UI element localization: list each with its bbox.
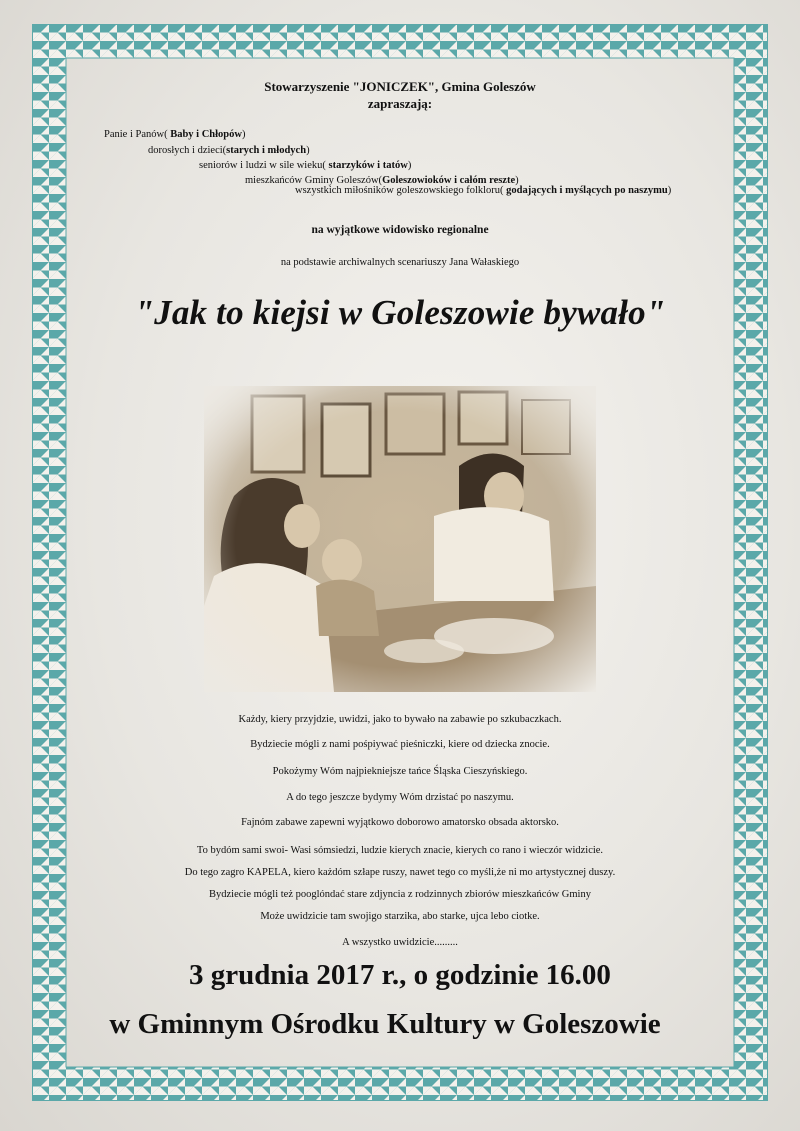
- body-line: A wszystko uwidzicie.........: [342, 937, 458, 948]
- archival-photo: [204, 386, 596, 692]
- audience-line: Panie i Panów( Baby i Chłopów): [104, 129, 246, 140]
- body-line: Może uwidzicie tam swojigo starzika, abo starke, ujca lebo ciotke.: [260, 911, 540, 922]
- organizer-line: Stowarzyszenie "JONICZEK", Gmina Goleszów: [264, 79, 536, 94]
- body-line: Fajnóm zabawe zapewni wyjątkowo doborowo amatorsko obsada aktorsko.: [241, 817, 559, 828]
- body-line: Do tego zagro KAPELA, kiero każdóm szłape ruszy, nawet tego co myśli,że ni mo artystycznej duszy.: [184, 867, 616, 878]
- audience-line: dorosłych i dzieci(starych i młodych): [148, 145, 310, 156]
- body-line: To bydóm sami swoi- Wasi sómsiedzi, ludzie kierych znacie, kierych co rano i wieczór widzicie.: [196, 845, 604, 856]
- body-line: A do tego jeszcze bydymy Wóm drzistać po naszymu.: [286, 792, 514, 803]
- based-on-line: na podstawie archiwalnych scenariuszy Jana Wałaskiego: [280, 257, 520, 268]
- invite-line: zapraszają:: [367, 96, 433, 111]
- body-line: Pokożymy Wóm najpiekniejsze tańce Śląska Cieszyńskiego.: [272, 766, 528, 777]
- event-date: 3 grudnia 2017 r., o godzinie 16.00: [189, 959, 611, 991]
- event-type: na wyjątkowe widowisko regionalne: [311, 224, 489, 236]
- audience-line: mieszkańców Gminy Goleszów(Goleszowioków i całóm reszte): [245, 175, 519, 186]
- body-line: Bydziecie mógli z nami pośpiywać pieśniczki, kiere od dziecka znocie.: [250, 739, 550, 750]
- event-venue: w Gminnym Ośrodku Kultury w Goleszowie: [109, 1008, 661, 1040]
- body-line: Bydziecie mógli też pooglóndać stare zdjyncia z rodzinnych zbiorów mieszkańców Gminy: [209, 889, 591, 900]
- body-line: Każdy, kiery przyjdzie, uwidzi, jako to bywało na zabawie po szkubaczkach.: [238, 714, 562, 725]
- event-title: "Jak to kiejsi w Goleszowie bywało": [134, 293, 666, 332]
- audience-line: seniorów i ludzi w sile wieku( starzyków i tatów): [199, 160, 412, 171]
- audience-line: wszystkich miłośników goleszowskiego folkloru( godających i myślących po naszymu): [295, 185, 672, 196]
